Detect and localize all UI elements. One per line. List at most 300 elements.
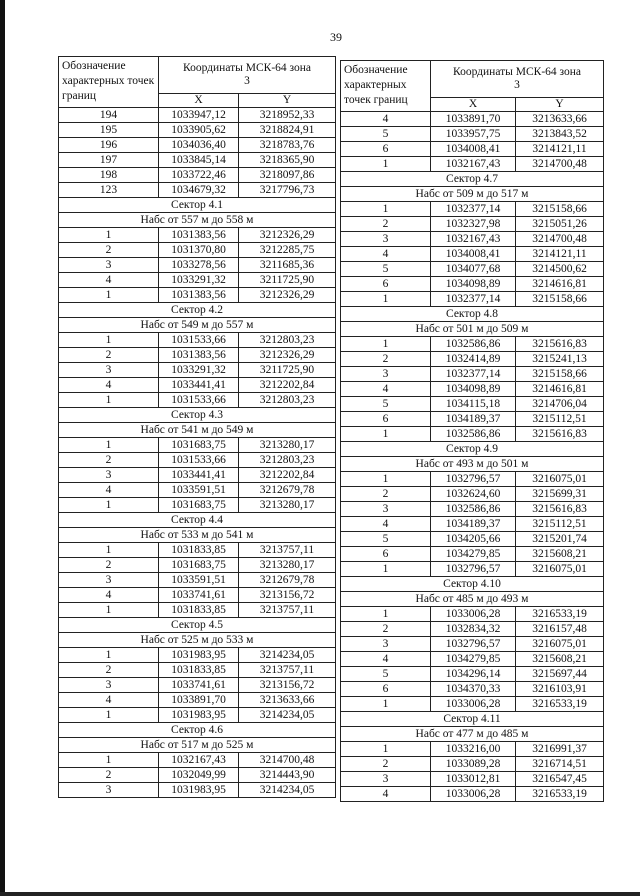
section-heading: Набс от 541 м до 549 м [59,423,336,438]
x-coordinate: 1033278,56 [159,258,239,273]
x-coordinate: 1034679,32 [159,183,239,198]
y-coordinate: 3212326,29 [239,348,336,363]
y-coordinate: 3216075,01 [516,562,604,577]
y-coordinate: 3216075,01 [516,637,604,652]
point-number: 2 [341,217,431,232]
point-number: 1 [59,228,159,243]
point-number: 3 [59,258,159,273]
table-row [59,468,336,483]
section-heading-row [59,408,336,423]
y-coordinate: 3215699,31 [516,487,604,502]
y-coordinate: 3215241,13 [516,352,604,367]
section-heading: Сектор 4.7 [341,172,604,187]
table-row [341,352,604,367]
header-point-designation: Обозначение характерных точек границ [341,61,431,112]
x-coordinate: 1031983,95 [159,648,239,663]
y-coordinate: 3212285,75 [239,243,336,258]
point-number: 1 [341,157,431,172]
x-coordinate: 1031533,66 [159,453,239,468]
table-row [341,292,604,307]
x-coordinate: 1034279,85 [431,547,516,562]
x-coordinate: 1031533,66 [159,333,239,348]
header-y: Y [239,94,336,108]
point-number: 1 [341,202,431,217]
section-heading-row [59,633,336,648]
table-row [59,123,336,138]
x-coordinate: 1033012,81 [431,772,516,787]
y-coordinate: 3214700,48 [239,753,336,768]
table-row [341,562,604,577]
section-heading: Набс от 533 м до 541 м [59,528,336,543]
point-number: 4 [59,378,159,393]
point-number: 1 [341,427,431,442]
y-coordinate: 3214234,05 [239,783,336,798]
section-heading-row [341,727,604,742]
y-coordinate: 3213757,11 [239,543,336,558]
section-heading: Сектор 4.8 [341,307,604,322]
section-heading-row [59,723,336,738]
table-row [341,622,604,637]
x-coordinate: 1032377,14 [431,292,516,307]
x-coordinate: 1032377,14 [431,367,516,382]
point-number: 198 [59,168,159,183]
point-number: 4 [341,382,431,397]
table-row [341,277,604,292]
y-coordinate: 3212202,84 [239,378,336,393]
point-number: 4 [341,247,431,262]
table-row [341,397,604,412]
x-coordinate: 1032167,43 [159,753,239,768]
y-coordinate: 3215608,21 [516,652,604,667]
point-number: 1 [59,648,159,663]
x-coordinate: 1031983,95 [159,708,239,723]
y-coordinate: 3214616,81 [516,382,604,397]
section-heading: Сектор 4.3 [59,408,336,423]
point-number: 1 [59,393,159,408]
point-number: 123 [59,183,159,198]
point-number: 3 [341,367,431,382]
y-coordinate: 3212679,78 [239,573,336,588]
y-coordinate: 3215697,44 [516,667,604,682]
point-number: 1 [341,607,431,622]
point-number: 5 [341,127,431,142]
y-coordinate: 3216991,37 [516,742,604,757]
point-number: 2 [59,243,159,258]
y-coordinate: 3215616,83 [516,337,604,352]
table-row [59,603,336,618]
x-coordinate: 1033441,41 [159,468,239,483]
table-row [59,573,336,588]
y-coordinate: 3215112,51 [516,412,604,427]
x-coordinate: 1033591,51 [159,573,239,588]
x-coordinate: 1034098,89 [431,382,516,397]
y-coordinate: 3216157,48 [516,622,604,637]
x-coordinate: 1031383,56 [159,288,239,303]
y-coordinate: 3212679,78 [239,483,336,498]
table-row [59,648,336,663]
x-coordinate: 1031833,85 [159,663,239,678]
point-number: 196 [59,138,159,153]
x-coordinate: 1033006,28 [431,787,516,802]
y-coordinate: 3213156,72 [239,678,336,693]
point-number: 5 [341,397,431,412]
table-row [59,783,336,798]
table-row [341,487,604,502]
x-coordinate: 1034189,37 [431,412,516,427]
y-coordinate: 3213843,52 [516,127,604,142]
table-row [59,393,336,408]
point-number: 3 [59,678,159,693]
y-coordinate: 3213757,11 [239,603,336,618]
point-number: 4 [59,483,159,498]
section-heading-row [341,187,604,202]
x-coordinate: 1033441,41 [159,378,239,393]
section-heading: Сектор 4.11 [341,712,604,727]
y-coordinate: 3214616,81 [516,277,604,292]
table-row [59,588,336,603]
table-row [341,412,604,427]
point-number: 1 [341,472,431,487]
x-coordinate: 1033957,75 [431,127,516,142]
x-coordinate: 1033291,32 [159,273,239,288]
point-number: 1 [341,697,431,712]
x-coordinate: 1032414,89 [431,352,516,367]
table-row [59,243,336,258]
section-heading-row [59,738,336,753]
y-coordinate: 3215201,74 [516,532,604,547]
table-row [341,637,604,652]
point-number: 2 [341,622,431,637]
y-coordinate: 3211725,90 [239,273,336,288]
section-heading-row [341,172,604,187]
x-coordinate: 1032377,14 [431,202,516,217]
point-number: 4 [59,273,159,288]
y-coordinate: 3211685,36 [239,258,336,273]
x-coordinate: 1034008,41 [431,142,516,157]
table-row [341,367,604,382]
x-coordinate: 1031533,66 [159,393,239,408]
table-row [59,378,336,393]
table-row [59,228,336,243]
section-heading: Сектор 4.1 [59,198,336,213]
header-point-designation: Обозначение характерных точек границ [59,57,159,108]
x-coordinate: 1034279,85 [431,652,516,667]
point-number: 1 [341,562,431,577]
y-coordinate: 3214234,05 [239,648,336,663]
x-coordinate: 1034077,68 [431,262,516,277]
x-coordinate: 1032167,43 [431,157,516,172]
table-row [341,742,604,757]
point-number: 3 [341,772,431,787]
section-heading: Набс от 501 м до 509 м [341,322,604,337]
table-row [341,127,604,142]
point-number: 194 [59,108,159,123]
section-heading-row [59,423,336,438]
point-number: 2 [341,487,431,502]
point-number: 1 [59,438,159,453]
table-row [341,262,604,277]
y-coordinate: 3214121,11 [516,142,604,157]
table-row [59,483,336,498]
section-heading-row [59,528,336,543]
point-number: 1 [341,292,431,307]
y-coordinate: 3216533,19 [516,787,604,802]
table-row [341,532,604,547]
x-coordinate: 1033722,46 [159,168,239,183]
point-number: 3 [59,783,159,798]
table-row [341,382,604,397]
x-coordinate: 1033216,00 [431,742,516,757]
point-number: 1 [59,333,159,348]
y-coordinate: 3218952,33 [239,108,336,123]
x-coordinate: 1034008,41 [431,247,516,262]
y-coordinate: 3214234,05 [239,708,336,723]
point-number: 2 [59,558,159,573]
y-coordinate: 3216075,01 [516,472,604,487]
section-heading: Набс от 477 м до 485 м [341,727,604,742]
point-number: 6 [341,142,431,157]
x-coordinate: 1033006,28 [431,607,516,622]
point-number: 1 [59,498,159,513]
y-coordinate: 3217796,73 [239,183,336,198]
x-coordinate: 1033891,70 [159,693,239,708]
table-row [59,183,336,198]
table-row [341,157,604,172]
point-number: 5 [341,262,431,277]
x-coordinate: 1032624,60 [431,487,516,502]
section-heading-row [59,513,336,528]
section-heading: Набс от 485 м до 493 м [341,592,604,607]
table-row [341,547,604,562]
x-coordinate: 1034098,89 [431,277,516,292]
table-row [341,217,604,232]
x-coordinate: 1031683,75 [159,498,239,513]
table-row [59,768,336,783]
y-coordinate: 3215158,66 [516,367,604,382]
x-coordinate: 1033741,61 [159,678,239,693]
x-coordinate: 1033905,62 [159,123,239,138]
y-coordinate: 3212803,23 [239,453,336,468]
x-coordinate: 1031833,85 [159,603,239,618]
point-number: 2 [59,768,159,783]
table-row [59,558,336,573]
section-heading: Сектор 4.5 [59,618,336,633]
table-row [341,787,604,802]
point-number: 197 [59,153,159,168]
y-coordinate: 3215608,21 [516,547,604,562]
y-coordinate: 3215158,66 [516,202,604,217]
header-coordinates-title: Координаты МСК-64 зона 3 [159,57,336,94]
table-row [59,363,336,378]
table-row [341,502,604,517]
y-coordinate: 3213633,66 [516,112,604,127]
x-coordinate: 1032586,86 [431,427,516,442]
section-heading-row [341,307,604,322]
section-heading: Набс от 557 м до 558 м [59,213,336,228]
y-coordinate: 3215616,83 [516,427,604,442]
table-row [59,693,336,708]
section-heading-row [341,322,604,337]
table-row [59,663,336,678]
table-row [341,247,604,262]
table-row [341,652,604,667]
section-heading: Сектор 4.9 [341,442,604,457]
x-coordinate: 1032796,57 [431,472,516,487]
point-number: 2 [341,352,431,367]
section-heading: Набс от 549 м до 557 м [59,318,336,333]
x-coordinate: 1031383,56 [159,348,239,363]
section-heading: Набс от 493 м до 501 м [341,457,604,472]
point-number: 1 [59,288,159,303]
table-row [59,258,336,273]
point-number: 6 [341,682,431,697]
x-coordinate: 1031983,95 [159,783,239,798]
table-row [341,142,604,157]
table-row [59,348,336,363]
table-row [341,427,604,442]
point-number: 1 [341,337,431,352]
point-number: 5 [341,667,431,682]
table-row [341,202,604,217]
point-number: 2 [59,348,159,363]
x-coordinate: 1033291,32 [159,363,239,378]
x-coordinate: 1032167,43 [431,232,516,247]
point-number: 6 [341,412,431,427]
x-coordinate: 1032327,98 [431,217,516,232]
table-row [59,108,336,123]
table-row [341,112,604,127]
y-coordinate: 3218097,86 [239,168,336,183]
section-heading-row [341,577,604,592]
coordinates-table-left [58,56,336,798]
section-heading: Сектор 4.4 [59,513,336,528]
x-coordinate: 1033089,28 [431,757,516,772]
point-number: 3 [59,573,159,588]
header-y: Y [516,98,604,112]
point-number: 3 [341,637,431,652]
x-coordinate: 1031683,75 [159,438,239,453]
section-heading-row [59,303,336,318]
section-heading: Сектор 4.2 [59,303,336,318]
table-row [59,333,336,348]
y-coordinate: 3216547,45 [516,772,604,787]
y-coordinate: 3216533,19 [516,607,604,622]
x-coordinate: 1034205,66 [431,532,516,547]
table-row [59,153,336,168]
x-coordinate: 1031683,75 [159,558,239,573]
page-number: 39 [330,30,342,44]
point-number: 4 [59,588,159,603]
section-heading: Сектор 4.10 [341,577,604,592]
y-coordinate: 3212326,29 [239,228,336,243]
point-number: 3 [59,363,159,378]
point-number: 4 [341,787,431,802]
x-coordinate: 1034189,37 [431,517,516,532]
section-heading: Сектор 4.6 [59,723,336,738]
section-heading-row [341,712,604,727]
y-coordinate: 3214121,11 [516,247,604,262]
y-coordinate: 3212202,84 [239,468,336,483]
section-heading-row [59,198,336,213]
x-coordinate: 1031383,56 [159,228,239,243]
scan-left-edge [0,0,5,896]
y-coordinate: 3212803,23 [239,333,336,348]
y-coordinate: 3214700,48 [516,232,604,247]
table-row [59,168,336,183]
x-coordinate: 1032586,86 [431,502,516,517]
point-number: 1 [59,543,159,558]
y-coordinate: 3213156,72 [239,588,336,603]
header-x: X [159,94,239,108]
scan-bottom-edge [0,892,640,896]
table-row [59,753,336,768]
coordinates-table-right [340,60,604,802]
x-coordinate: 1031833,85 [159,543,239,558]
x-coordinate: 1032796,57 [431,637,516,652]
y-coordinate: 3216714,51 [516,757,604,772]
y-coordinate: 3215616,83 [516,502,604,517]
point-number: 195 [59,123,159,138]
section-heading: Набс от 517 м до 525 м [59,738,336,753]
point-number: 4 [59,693,159,708]
point-number: 2 [59,663,159,678]
x-coordinate: 1031370,80 [159,243,239,258]
point-number: 6 [341,277,431,292]
section-heading-row [341,592,604,607]
table-row [59,273,336,288]
x-coordinate: 1033741,61 [159,588,239,603]
y-coordinate: 3213280,17 [239,438,336,453]
point-number: 3 [341,502,431,517]
header-coordinates-title: Координаты МСК-64 зона 3 [431,61,604,98]
y-coordinate: 3213633,66 [239,693,336,708]
header-x: X [431,98,516,112]
section-heading-row [59,318,336,333]
x-coordinate: 1033845,14 [159,153,239,168]
y-coordinate: 3211725,90 [239,363,336,378]
table-row [59,288,336,303]
point-number: 6 [341,547,431,562]
section-heading-row [59,618,336,633]
y-coordinate: 3212803,23 [239,393,336,408]
table-row [59,543,336,558]
y-coordinate: 3213280,17 [239,558,336,573]
point-number: 2 [341,757,431,772]
table-row [341,337,604,352]
table-row [59,138,336,153]
point-number: 5 [341,532,431,547]
table-row [341,682,604,697]
point-number: 4 [341,652,431,667]
point-number: 3 [59,468,159,483]
table-row [341,772,604,787]
x-coordinate: 1034036,40 [159,138,239,153]
y-coordinate: 3215158,66 [516,292,604,307]
y-coordinate: 3214706,04 [516,397,604,412]
x-coordinate: 1032586,86 [431,337,516,352]
table-row [59,498,336,513]
y-coordinate: 3215051,26 [516,217,604,232]
point-number: 1 [59,603,159,618]
y-coordinate: 3215112,51 [516,517,604,532]
x-coordinate: 1034370,33 [431,682,516,697]
y-coordinate: 3214700,48 [516,157,604,172]
table-row [341,232,604,247]
section-heading-row [341,442,604,457]
y-coordinate: 3214443,90 [239,768,336,783]
x-coordinate: 1033591,51 [159,483,239,498]
point-number: 4 [341,517,431,532]
